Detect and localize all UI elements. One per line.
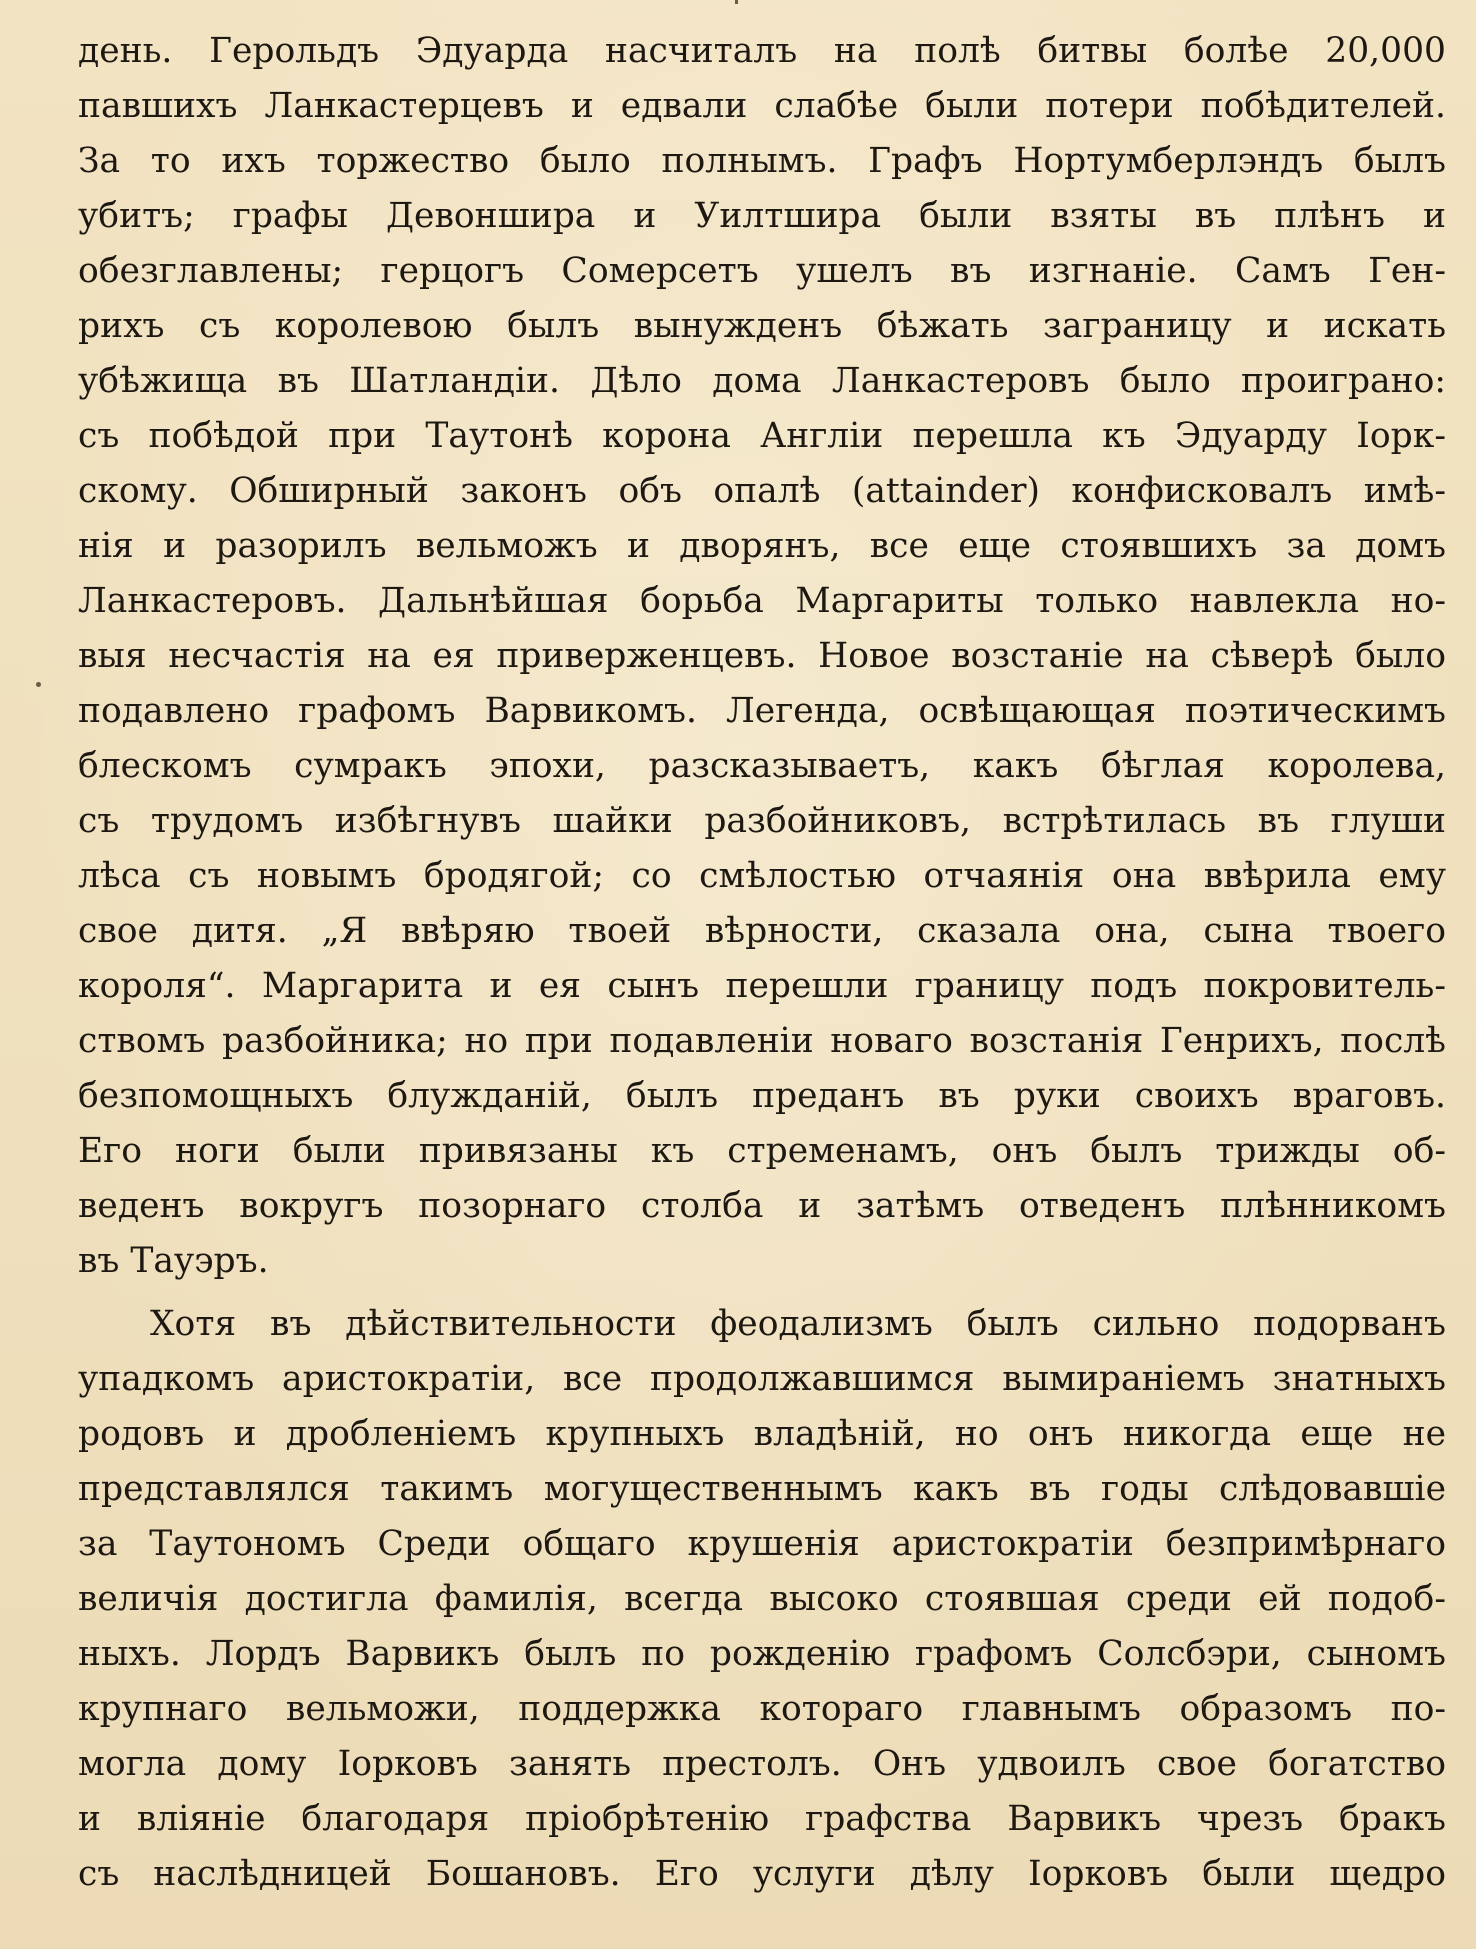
text-line: обезглавлены; герцогъ Сомерсетъ ушелъ въ изгнаніе. Самъ Ген- <box>78 251 1446 291</box>
text-line: Его ноги были привязаны къ стременамъ, онъ былъ трижды об- <box>78 1131 1446 1171</box>
text-line: ствомъ разбойника; но при подавленіи новаго возстанія Генрихъ, послѣ <box>78 1021 1446 1061</box>
text-line: крупнаго вельможи, поддержка котораго главнымъ образомъ по- <box>78 1689 1446 1729</box>
text-line: выя несчастія на ея приверженцевъ. Новое возстаніе на сѣверѣ было <box>78 636 1446 676</box>
text-line: могла дому Іорковъ занять престолъ. Онъ удвоилъ свое богатство <box>78 1744 1446 1784</box>
text-line: блескомъ сумракъ эпохи, разсказываетъ, какъ бѣглая королева, <box>78 746 1446 786</box>
text-line: представлялся такимъ могущественнымъ какъ въ годы слѣдовавшіе <box>78 1469 1446 1509</box>
text-line: съ побѣдой при Таутонѣ корона Англіи перешла къ Эдуарду Іорк- <box>78 416 1446 456</box>
text-line: лѣса съ новымъ бродягой; со смѣлостью отчаянія она ввѣрила ему <box>78 856 1446 896</box>
text-line: свое дитя. „Я ввѣряю твоей вѣрности, сказала она, сына твоего <box>78 911 1446 951</box>
text-line: безпомощныхъ блужданій, былъ преданъ въ руки своихъ враговъ. <box>78 1076 1446 1116</box>
text-line: родовъ и дробленіемъ крупныхъ владѣній, но онъ никогда еще не <box>78 1414 1446 1454</box>
text-line: убитъ; графы Девоншира и Уилтшира были взяты въ плѣнъ и <box>78 196 1446 236</box>
text-line: короля“. Маргарита и ея сынъ перешли границу подъ покровитель- <box>78 966 1446 1006</box>
text-line: Хотя въ дѣйствительности феодализмъ былъ сильно подорванъ <box>150 1304 1446 1344</box>
text-line: нія и разорилъ вельможъ и дворянъ, все еще стоявшихъ за домъ <box>78 526 1446 566</box>
paragraph <box>78 24 1446 1289</box>
text-line: съ трудомъ избѣгнувъ шайки разбойниковъ, встрѣтилась въ глуши <box>78 801 1446 841</box>
text-line: съ наслѣдницей Бошановъ. Его услуги дѣлу Іорковъ были щедро <box>78 1854 1446 1894</box>
margin-speck <box>36 682 41 687</box>
text-line: въ Тауэръ. <box>78 1241 269 1281</box>
text-line: ныхъ. Лордъ Варвикъ былъ по рожденію графомъ Солсбэри, сыномъ <box>78 1634 1446 1674</box>
text-line: подавлено графомъ Варвикомъ. Легенда, освѣщающая поэтическимъ <box>78 691 1446 731</box>
print-mark <box>735 0 738 4</box>
text-line: день. Герольдъ Эдуарда насчиталъ на полѣ битвы болѣе 20,000 <box>78 31 1446 71</box>
text-line: За то ихъ торжество было полнымъ. Графъ Нортумберлэндъ былъ <box>78 141 1446 181</box>
text-line: за Таутономъ Среди общаго крушенія аристократіи безпримѣрнаго <box>78 1524 1446 1564</box>
text-line: величія достигла фамилія, всегда высоко стоявшая среди ей подоб- <box>78 1579 1446 1619</box>
text-line: веденъ вокругъ позорнаго столба и затѣмъ отведенъ плѣнникомъ <box>78 1186 1446 1226</box>
text-line: и вліяніе благодаря пріобрѣтенію графства Варвикъ чрезъ бракъ <box>78 1799 1446 1839</box>
text-line: рихъ съ королевою былъ вынужденъ бѣжать заграницу и искать <box>78 306 1446 346</box>
text-line: павшихъ Ланкастерцевъ и едвали слабѣе были потери побѣдителей. <box>78 86 1446 126</box>
text-line: упадкомъ аристократіи, все продолжавшимся вымираніемъ знатныхъ <box>78 1359 1446 1399</box>
paragraph <box>78 1297 1446 1902</box>
paragraph-gap <box>78 1289 1446 1297</box>
text-line: убѣжища въ Шатландіи. Дѣло дома Ланкастеровъ было проиграно: <box>78 361 1446 401</box>
text-line: Ланкастеровъ. Дальнѣйшая борьба Маргариты только навлекла но- <box>78 581 1446 621</box>
text-line: скому. Обширный законъ объ опалѣ (attainder) конфисковалъ имѣ- <box>78 471 1446 511</box>
page-text <box>78 24 1446 1902</box>
